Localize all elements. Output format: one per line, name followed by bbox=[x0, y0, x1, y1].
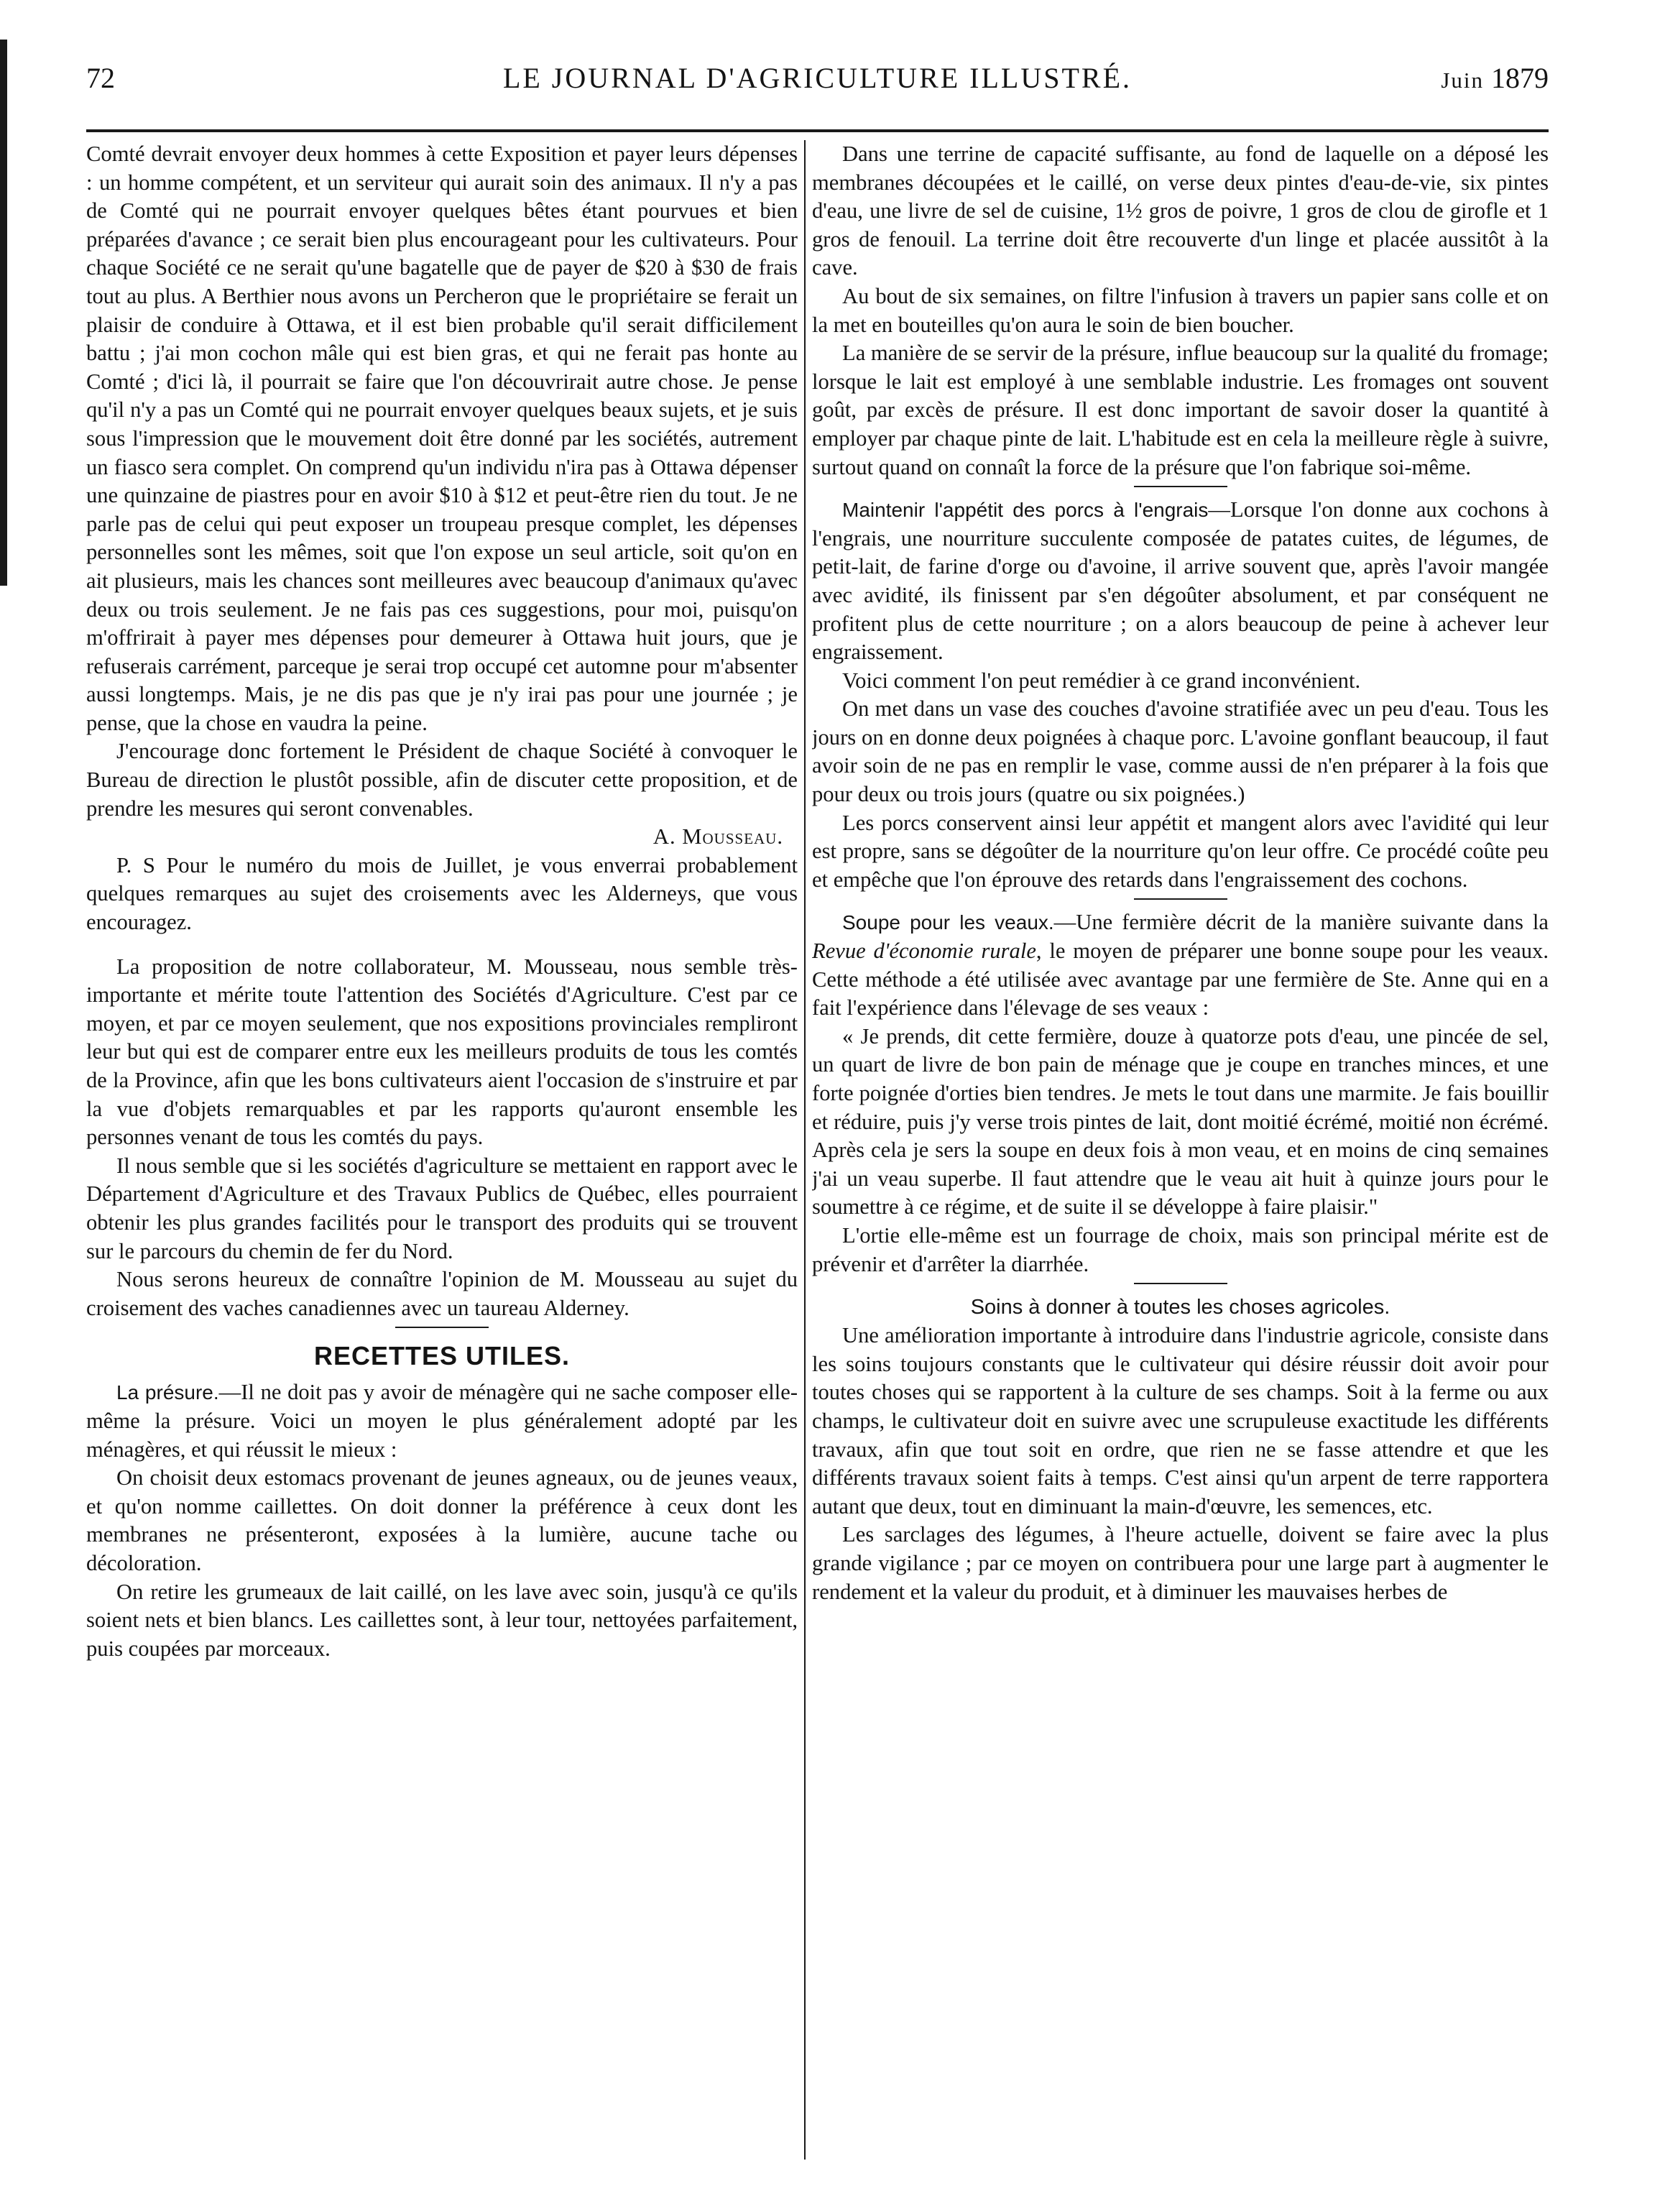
article-paragraph: Comté devrait envoyer deux hommes à cette Exposition et payer leurs dépenses : un homme compétent, et un serviteur qui aurait soin des animaux. Il n'y a pas de Comté qui ne pourrait envoyer quelques bêtes étant pourvues et bien préparées d'avance ; ce serait bien plus encourageant pour les cultivateurs. Pour chaque Société ce ne serait qu'une bagatelle que de payer de $20 à $30 de frais tout au plus. A Berthier nous avons un Percheron que le propriétaire se ferait un plaisir de conduire à Ottawa, et il est bien probable qu'il serait difficilement battu ; j'ai mon cochon mâle qui est bien gras, et qui ne ferait pas honte au Comté ; d'ici là, il pourrait se faire que l'on découvrirait autre chose. Je pense qu'il n'y a pas un Comté qui ne pourrait envoyer quelques beaux sujets, et je suis sous l'impression que le mouvement doit être donné par les sociétés, autrement un fiasco sera complet. On comprend qu'un individu n'ira pas à Ottawa dépenser une quinzaine de piastres pour en avoir $10 à $12 et peut-être rien du tout. Je ne parle pas de celui qui peut exposer un troupeau presque complet, les dépenses personnelles sont les mêmes, soit que l'on expose un seul article, soit qu'on en ait plusieurs, mais les chances sont meilleures avec beaucoup d'animaux qu'avec deux ou trois seulement. Je ne fais pas ces suggestions, pour moi, puisqu'on m'offrirait à payer mes dépenses pour demeurer à Ottawa huit jours, que je refuserais carrément, parceque je serai trop occupé cet automne pour m'absenter aussi longtemps. Mais, je ne dis pas que je n'y irai pas pour une journée ; je pense, que la chose en vaudra la peine. bbox=[86, 142, 798, 735]
soins-paragraph: Une amélioration importante à introduire dans l'industrie agricole, consiste dans les soins toujours constants que le cultivateur qui désire réussir doit avoir pour toutes choses qui se rapportent à la culture de ses champs. Soit à la ferme ou aux champs, le cultivateur doit en suivre avec une scrupuleuse exactitude les différents travaux, afin que tout soit en ordre, que rien ne se fasse attendre et que les différents travaux soient faits à temps. C'est ainsi qu'un arpent de terre rapportera autant que deux, tout en diminuant la main-d'œuvre, les semences, etc. bbox=[812, 1323, 1549, 1519]
recipe-heading: La présure. bbox=[116, 1381, 219, 1404]
porcs-paragraph: Voici comment l'on peut remédier à ce grand inconvénient. bbox=[842, 668, 1361, 693]
issue-year: 1879 bbox=[1491, 62, 1549, 94]
porcs-heading: Maintenir l'appétit des porcs à l'engrais bbox=[842, 499, 1209, 522]
soupe-paragraph: L'ortie elle-même est un fourrage de choix, mais son principal mérite est de prévenir et d'arrêter la diarrhée. bbox=[812, 1222, 1549, 1276]
separator-rule bbox=[1134, 1283, 1227, 1284]
postscript: P. S Pour le numéro du mois de Juillet, je vous enverrai probablement quelques remarques au sujet des croisements avec les Alderneys, que vous encouragez. bbox=[86, 852, 798, 935]
issue-month: Juin bbox=[1441, 68, 1484, 93]
page-number: 72 bbox=[86, 62, 115, 94]
right-column bbox=[812, 140, 1549, 2163]
scan-edge bbox=[0, 40, 7, 586]
editorial-paragraph: La proposition de notre collaborateur, M. Mousseau, nous semble très-importante et mérite toute l'attention des Sociétés d'Agriculture. C'est par ce moyen, et par ce moyen seulement, que nos expositions provinciales rempliront leur but qui est de comparer entre eux les meilleurs produits de tous les comtés de la Province, afin que les bons cultivateurs aient l'occasion de s'instruire et par la vue d'objets remarquables et par les rapports qu'auront ensemble les personnes venant de tous les comtés du pays. bbox=[86, 954, 798, 1150]
editorial-paragraph: Nous serons heureux de connaître l'opinion de M. Mousseau au sujet du croisement des vaches canadiennes avec un taureau Alderney. bbox=[86, 1267, 798, 1320]
soupe-intro-b: , le moyen de préparer une bonne soupe pour les veaux. Cette méthode a été utilisée avec avantage par une fermière de Ste. Anne qui en a fait l'expérience dans l'élevage de ses veaux : bbox=[812, 939, 1549, 1020]
left-column bbox=[86, 140, 798, 2163]
header-rule bbox=[86, 129, 1549, 132]
article-paragraph: J'encourage donc fortement le Président de chaque Société à convoquer le Bureau de direction le plustôt possible, afin de discuter cette proposition, et de prendre les mesures qui seront convenables. bbox=[86, 739, 798, 821]
soupe-paragraph bbox=[812, 908, 1549, 1022]
recipe-paragraph: Dans une terrine de capacité suffisante, au fond de laquelle on a déposé les membranes découpées et le caillé, on verse deux pintes d'eau-de-vie, six pintes d'eau, une livre de sel de cuisine, 1½ gros de poivre, 1 gros de clou de girofle et 1 gros de fenouil. La terrine doit être recouverte d'un linge et placée aussitôt à la cave. bbox=[812, 142, 1549, 280]
editorial-paragraph: Il nous semble que si les sociétés d'agriculture se mettaient en rapport avec le Département d'Agriculture et des Travaux Publics de Québec, elles pourraient obtenir les plus grandes facilités pour le transport des produits qui se trouvent sur le parcours du chemin de fer du Nord. bbox=[86, 1153, 798, 1263]
journal-title: LE JOURNAL D'AGRICULTURE ILLUSTRÉ. bbox=[502, 62, 1133, 94]
recipe-paragraph: On choisit deux estomacs provenant de jeunes agneaux, ou de jeunes veaux, et qu'on nomme caillettes. On doit donner la préférence à ceux dont les membranes ne présenteront, exposées à la lumière, aucune tache ou décoloration. bbox=[86, 1465, 798, 1575]
signature-name: A. Mousseau. bbox=[652, 824, 783, 849]
section-subtitle: Soins à donner à toutes les choses agricoles. bbox=[970, 1296, 1390, 1319]
issue-date bbox=[1441, 61, 1549, 95]
recipe-intro: —Il ne doit pas y avoir de ménagère qui ne sache composer elle-même la présure. Voici un moyen le plus généralement adopté par les ménagères, et qui réussit le mieux : bbox=[86, 1380, 798, 1462]
recipe-paragraph: On retire les grumeaux de lait caillé, on les lave avec soin, jusqu'à ce qu'ils soient nets et bien blancs. Les caillettes sont, à leur tour, nettoyées parfaitement, puis coupées par morceaux. bbox=[86, 1579, 798, 1661]
recipe-paragraph: La manière de se servir de la présure, influe beaucoup sur la qualité du fromage; lorsque le lait est employé à une semblable industrie. Les fromages ont souvent goût, par excès de présure. Il est donc important de savoir doser la quantité à employer par chaque pinte de lait. L'habitude est en cela la meilleure règle à suivre, surtout quand on connaît la force de la présure que l'on fabrique soi-même. bbox=[812, 341, 1549, 479]
soupe-intro-a: —Une fermière décrit de la manière suivante dans la bbox=[1053, 910, 1549, 935]
separator-rule bbox=[1134, 898, 1227, 900]
porcs-paragraph: On met dans un vase des couches d'avoine stratifiée avec un peu d'eau. Tous les jours on en donne deux poignées à chaque porc. L'avoine gonflant beaucoup, il faut avoir soin de ne pas en remplir le vase, comme aussi de n'en préparer à la fois que pour deux ou trois jours (quatre ou six poignées.) bbox=[812, 696, 1549, 807]
section-title: RECETTES UTILES. bbox=[313, 1341, 571, 1371]
column-divider bbox=[804, 140, 806, 2160]
soupe-journal-name: Revue d'économie rurale bbox=[812, 939, 1036, 964]
page-header bbox=[86, 61, 1549, 104]
recipe-paragraph bbox=[86, 1378, 798, 1464]
recipe-paragraph: Au bout de six semaines, on filtre l'infusion à travers un papier sans colle et on la met en bouteilles qu'on aura le soin de bien boucher. bbox=[812, 283, 1549, 337]
porcs-paragraph: Les porcs conservent ainsi leur appétit et mangent alors avec l'avidité qui leur est propre, sans se dégoûter de la nourriture qu'on leur offre. Ce procédé coûte peu et empêche que l'on éprouve des retards dans l'engraissement des cochons. bbox=[812, 810, 1549, 892]
separator-rule bbox=[395, 1327, 489, 1328]
separator-rule bbox=[1134, 486, 1227, 487]
soupe-heading: Soupe pour les veaux. bbox=[842, 911, 1054, 934]
porcs-paragraph bbox=[812, 496, 1549, 667]
soins-paragraph: Les sarclages des légumes, à l'heure actuelle, doivent se faire avec la plus grande vigilance ; par ce moyen on contribuera pour une large part à augmenter le rendement et la valeur du produit, et à diminuer les mauvaises herbes de bbox=[812, 1522, 1549, 1604]
porcs-intro: —Lorsque l'on donne aux cochons à l'engrais, une nourriture succulente composée de patates cuites, de légumes, de petit-lait, de farine d'orge ou d'avoine, il arrive souvent que, après l'avoir mangée avec avidité, ils finissent par s'en dégoûter absolument, et par conséquent ne profitent plus de cette nourriture ; on a alors beaucoup de peine à achever leur engraissement. bbox=[812, 497, 1549, 665]
soupe-quote: « Je prends, dit cette fermière, douze à quatorze pots d'eau, une pincée de sel, un quart de livre de bon pain de ménage que je coupe en tranches minces, et une forte poignée d'orties bien tendres. Je mets le tout dans une marmite. Je fais bouillir et réduire, puis j'y verse trois pintes de lait, dont moitié écrémé, moitié non écrémé. Après cela je sers la soupe en deux fois à mon veau, et en moins de cinq semaines j'ai un veau superbe. Il faut attendre que le veau ait huit à quinze jours pour le soumettre à ce régime, et de suite il se développe à faire plaisir." bbox=[812, 1023, 1549, 1220]
signature bbox=[86, 823, 798, 852]
